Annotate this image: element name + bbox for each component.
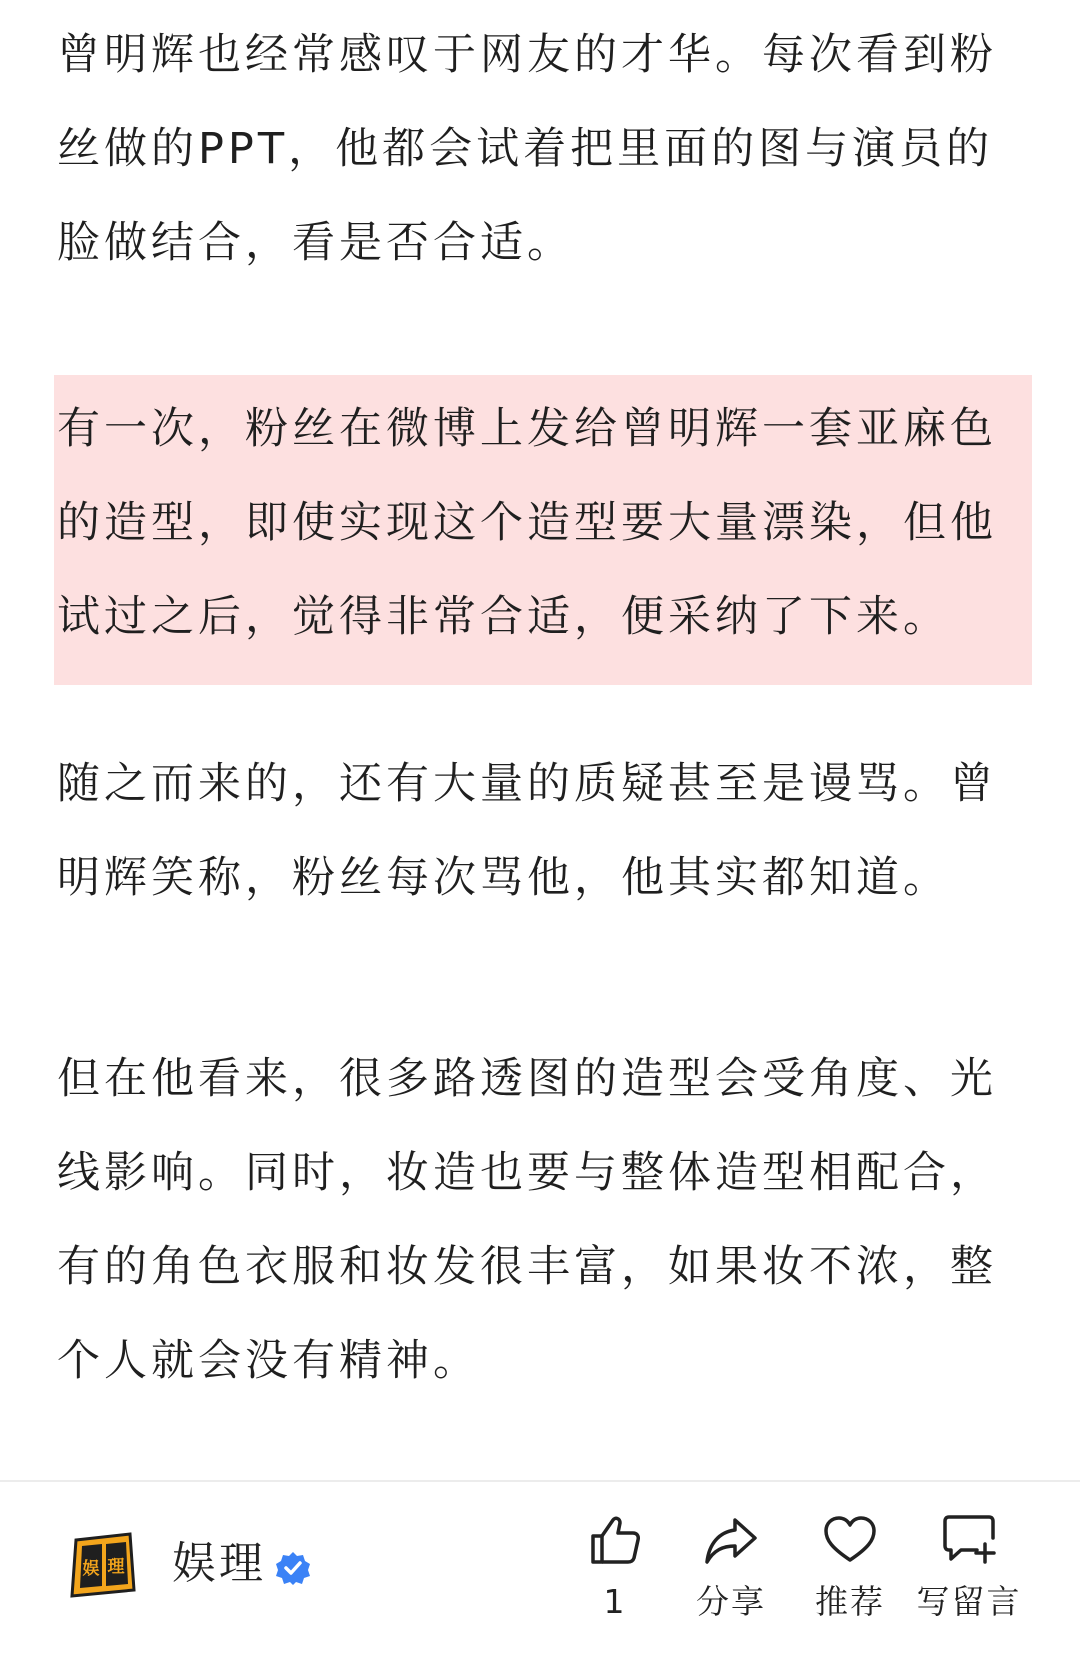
recommend-label: 推荐 bbox=[815, 1582, 885, 1621]
article-paragraph-highlighted: 有一次，粉丝在微博上发给曾明辉一套亚麻色的造型，即使实现这个造型要大量漂染，但他试过之后，觉得非常合适，便采纳了下来。 bbox=[57, 404, 997, 642]
like-button[interactable] bbox=[555, 1512, 675, 1642]
share-button[interactable] bbox=[671, 1512, 791, 1642]
article-paragraph: 随之而来的，还有大量的质疑甚至是谩骂。曾明辉笑称，粉丝每次骂他，他其实都知道。 bbox=[57, 759, 997, 903]
svg-text:理: 理 bbox=[107, 1557, 125, 1577]
recommend-button[interactable] bbox=[790, 1512, 910, 1642]
comment-button[interactable] bbox=[909, 1512, 1029, 1642]
svg-text:娱: 娱 bbox=[82, 1559, 100, 1579]
comment-plus-icon bbox=[941, 1512, 997, 1568]
verified-badge-icon bbox=[275, 1550, 311, 1586]
share-arrow-icon bbox=[703, 1512, 759, 1568]
thumbs-up-icon bbox=[587, 1512, 643, 1568]
article-paragraph: 但在他看来，很多路透图的造型会受角度、光线影响。同时，妆造也要与整体造型相配合，有的角色衣服和妆发很丰富，如果妆不浓，整个人就会没有精神。 bbox=[57, 1054, 997, 1386]
heart-icon bbox=[822, 1512, 878, 1568]
account-logo[interactable] bbox=[68, 1530, 138, 1600]
share-label: 分享 bbox=[696, 1582, 766, 1621]
account-name[interactable]: 娱理 bbox=[172, 1538, 266, 1589]
comment-label: 写留言 bbox=[916, 1582, 1022, 1621]
article-paragraph: 曾明辉也经常感叹于网友的才华。每次看到粉丝做的PPT，他都会试着把里面的图与演员的脸做结合，看是否合适。 bbox=[57, 30, 997, 268]
like-count: 1 bbox=[603, 1582, 627, 1621]
article-footer-bar bbox=[0, 1482, 1080, 1675]
